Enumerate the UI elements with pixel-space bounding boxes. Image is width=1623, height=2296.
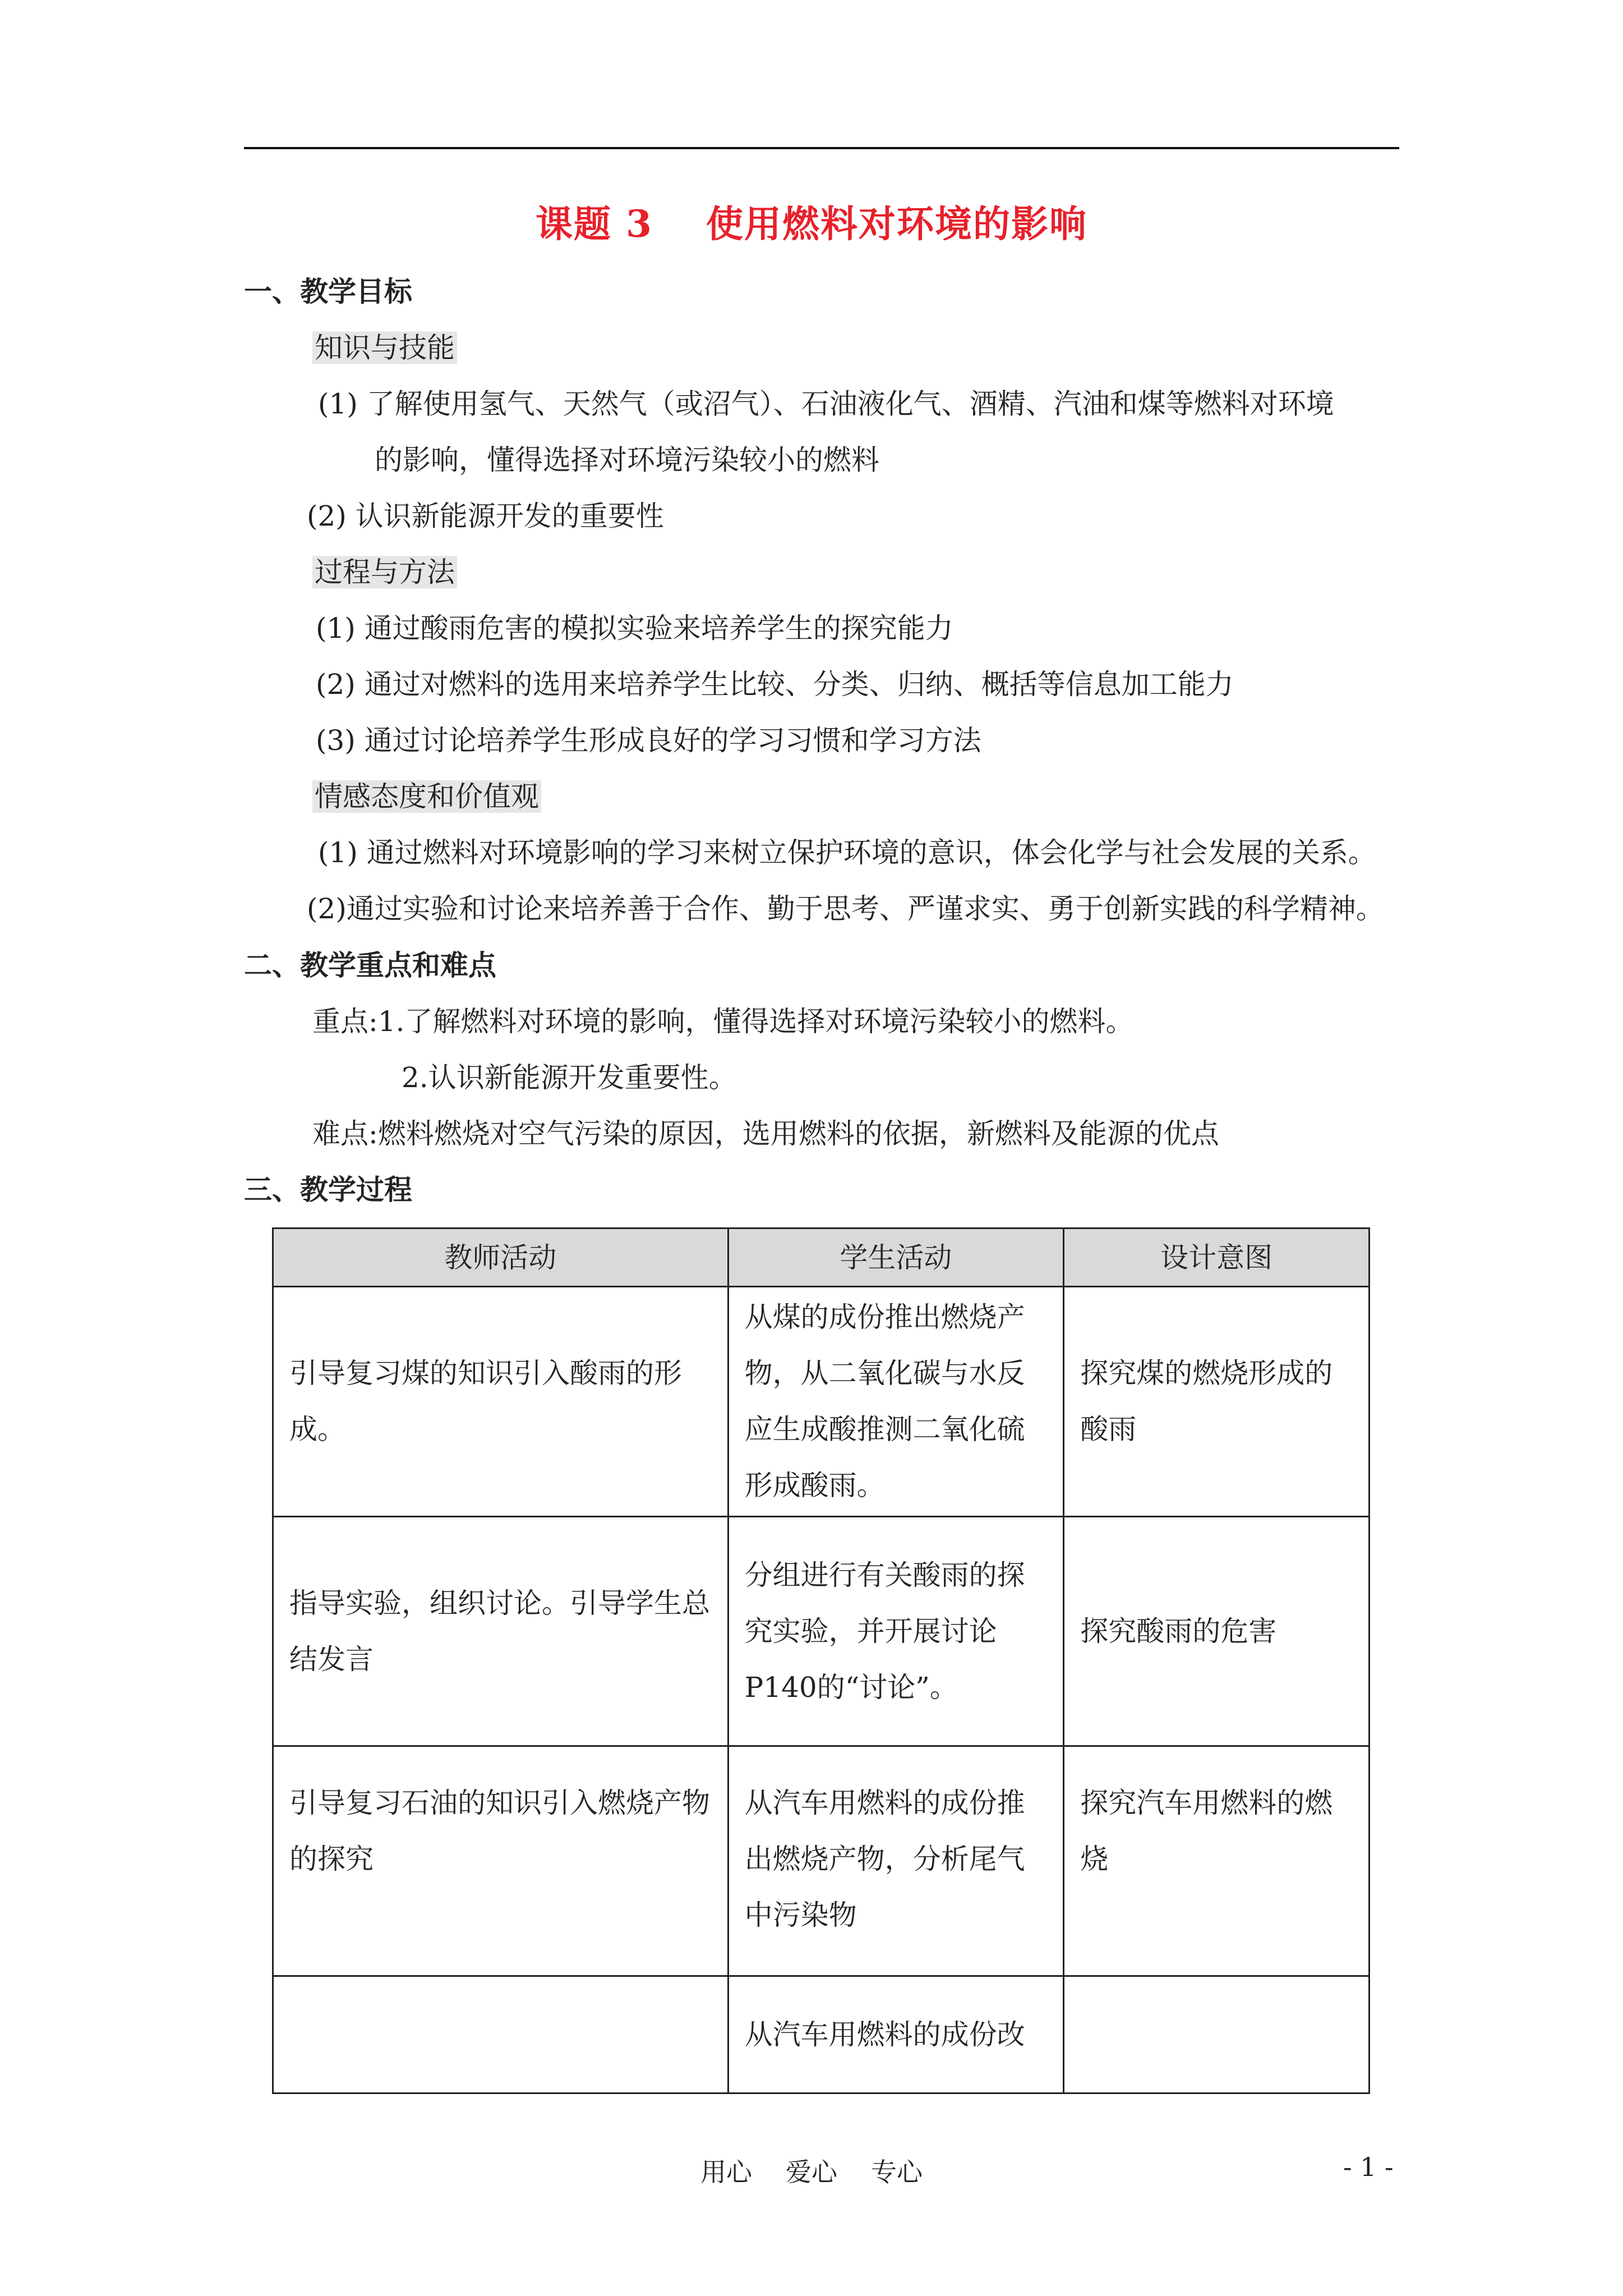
table-header-row xyxy=(273,1228,1370,1287)
footer-motto-3: 专心 xyxy=(871,2157,923,2187)
header-student-activity: 学生活动 xyxy=(728,1228,1064,1287)
emotion-heading: 情感态度和价值观 xyxy=(312,780,541,813)
focus-1: 重点:1.了解燃料对环境的影响，懂得选择对环境污染较小的燃料。 xyxy=(312,1005,1134,1038)
header-rule xyxy=(244,147,1399,149)
section-heading-objectives: 一、教学目标 xyxy=(244,275,412,308)
focus-2: 2.认识新能源开发重要性。 xyxy=(402,1061,737,1094)
section-heading-process: 三、教学过程 xyxy=(244,1174,412,1206)
intent-cell: 探究汽车用燃料的燃烧 xyxy=(1064,1746,1370,1976)
objective-p3: (3) 通过讨论培养学生形成良好的学习习惯和学习方法 xyxy=(316,724,981,757)
header-design-intent: 设计意图 xyxy=(1064,1228,1370,1287)
title-label: 课题 3 xyxy=(536,202,653,246)
teacher-cell: 引导复习石油的知识引入燃烧产物的探究 xyxy=(273,1746,728,1976)
student-cell: 分组进行有关酸雨的探究实验，并开展讨论P140的“讨论”。 xyxy=(728,1516,1064,1746)
difficulty: 难点:燃料燃烧对空气污染的原因，选用燃料的依据，新燃料及能源的优点 xyxy=(312,1117,1219,1150)
objective-k1-line2: 的影响，懂得选择对环境污染较小的燃料 xyxy=(375,444,879,476)
objective-e1: (1) 通过燃料对环境影响的学习来树立保护环境的意识，体会化学与社会发展的关系。 xyxy=(318,836,1376,869)
intent-cell xyxy=(1064,1976,1370,2093)
knowledge-heading: 知识与技能 xyxy=(312,332,457,364)
intent-cell: 探究酸雨的危害 xyxy=(1064,1516,1370,1746)
title-text: 使用燃料对环境的影响 xyxy=(706,202,1087,246)
page-number: - 1 - xyxy=(1343,2152,1394,2182)
section-heading-keypoints: 二、教学重点和难点 xyxy=(244,949,496,982)
objective-k2: (2) 认识新能源开发的重要性 xyxy=(307,500,664,532)
student-cell: 从汽车用燃料的成份改 xyxy=(728,1976,1064,2093)
process-heading: 过程与方法 xyxy=(312,556,457,588)
teacher-cell: 指导实验，组织讨论。引导学生总结发言 xyxy=(273,1516,728,1746)
teaching-process-table xyxy=(272,1227,1370,2094)
header-teacher-activity: 教师活动 xyxy=(273,1228,728,1287)
footer-motto-2: 爱心 xyxy=(786,2157,837,2187)
objective-p1: (1) 通过酸雨危害的模拟实验来培养学生的探究能力 xyxy=(316,612,953,645)
table-row xyxy=(273,1746,1370,1976)
footer-motto-1: 用心 xyxy=(700,2157,752,2187)
objective-e2: (2)通过实验和讨论来培养善于合作、勤于思考、严谨求实、勇于创新实践的科学精神。 xyxy=(307,892,1384,925)
teacher-cell: 引导复习煤的知识引入酸雨的形成。 xyxy=(273,1287,728,1517)
table-row xyxy=(273,1516,1370,1746)
student-cell: 从汽车用燃料的成份推出燃烧产物，分析尾气中污染物 xyxy=(728,1746,1064,1976)
table-row xyxy=(273,1287,1370,1517)
student-cell: 从煤的成份推出燃烧产物，从二氧化碳与水反应生成酸推测二氧化硫形成酸雨。 xyxy=(728,1287,1064,1517)
teacher-cell xyxy=(273,1976,728,2093)
objective-k1-line1: (1) 了解使用氢气、天然气（或沼气）、石油液化气、酒精、汽油和煤等燃料对环境 xyxy=(318,388,1334,420)
objective-p2: (2) 通过对燃料的选用来培养学生比较、分类、归纳、概括等信息加工能力 xyxy=(316,668,1234,701)
intent-cell: 探究煤的燃烧形成的酸雨 xyxy=(1064,1287,1370,1517)
page-title xyxy=(0,194,1623,247)
table-row xyxy=(273,1976,1370,2093)
